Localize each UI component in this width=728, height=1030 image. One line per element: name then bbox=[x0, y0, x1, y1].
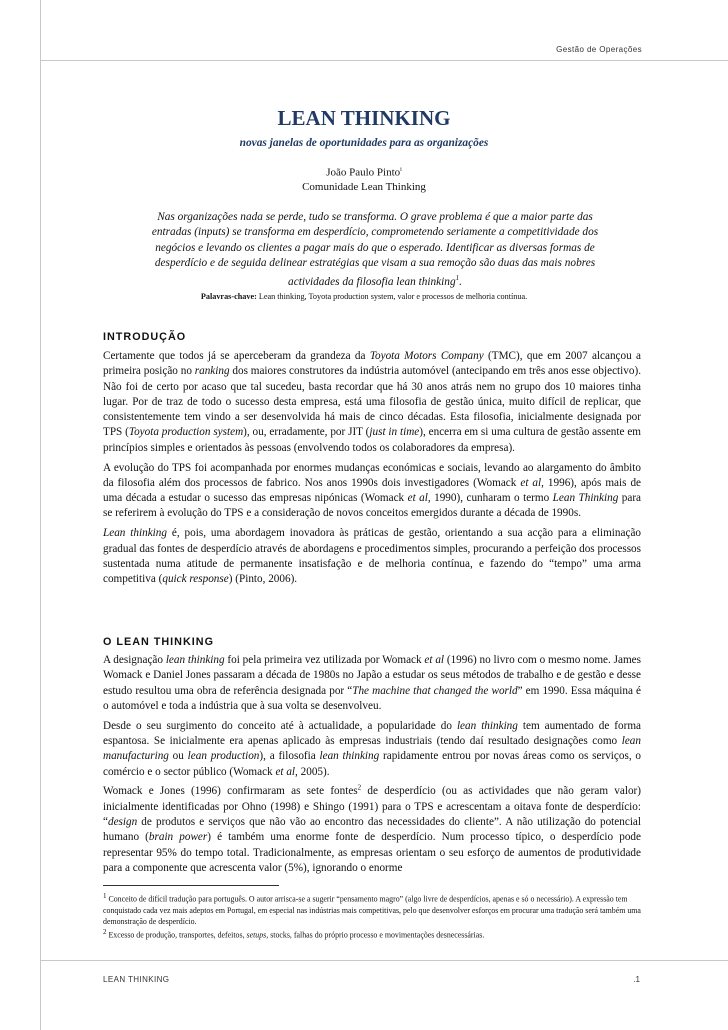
running-header: Gestão de Operações bbox=[556, 45, 642, 54]
footnote-rule bbox=[103, 885, 279, 886]
paragraph: Desde o seu surgimento do conceito até à actualidade, a popularidade do lean thinking tem aumentado de forma espantosa. Se inicialmente era apenas aplicado às empresas industriais (tendo daí resultado designações como lean manufacturing ou lean production), a filosofia lean thinking rapidamente entrou por novas áreas como os serviços, o comércio e o sector público (Womack et al, 2005). bbox=[103, 719, 641, 778]
page-number: .1 bbox=[633, 975, 640, 984]
author-block bbox=[0, 163, 728, 194]
paragraph: Lean thinking é, pois, uma abordagem inovadora às práticas de gestão, orientando a sua acção para a eliminação gradual das fontes de desperdício através de abordagens e procedimentos simples, procurando a perfeição dos processos sustentada numa atitude de permanente insatisfação e de melhoria contínua, e fazendo do “tempo” uma arma competitiva (quick response) (Pinto, 2006). bbox=[103, 527, 642, 586]
footer-title: LEAN THINKING bbox=[103, 975, 170, 984]
page-subtitle: novas janelas de oportunidades para as organizações bbox=[239, 137, 489, 149]
footnote-2: $^2$ Excesso de produção, transportes, defeitos, setups, stocks, falhas do próprio processo e movimentações desnecessárias. bbox=[103, 928, 485, 940]
section-heading-lean-thinking: O LEAN THINKING bbox=[103, 636, 214, 648]
footnote-1: $^1$ Conceito de difícil tradução para português. O autor arrisca-se a sugerir “pensamento magro” (algo livre de desperdícios, apenas e só o necessário). A expressão tem conquistado cada vez mais adeptos em Portugal, em especial nas indústrias mais competitivas, pelo que desenvolver esforços em procurar uma tradução será também uma demonstração de desperdício. bbox=[103, 892, 641, 927]
author-name: João Paulo Pinto bbox=[326, 166, 401, 179]
author-note-mark: i bbox=[400, 167, 402, 173]
footnote-ref-2: 2 bbox=[357, 783, 362, 792]
abstract bbox=[145, 210, 605, 290]
footer-rule bbox=[40, 960, 728, 961]
page-title: LEAN THINKING bbox=[277, 106, 451, 130]
author-affiliation: Comunidade Lean Thinking bbox=[302, 180, 426, 193]
paragraph: Womack e Jones (1996) confirmaram as sete fontes$^2$ de desperdício (ou as actividades que não geram valor) inicialmente identificadas por Ohno (1998) e Shingo (1991) para o TPS e acrescentam a oitava fonte de desperdício: “design de produtos e serviços que não vão ao encontro das necessidades do cliente”. A não utilização do potencial humano (brain power) é também uma enorme fonte de desperdício. Num processo típico, o desperdício pode representar 95% do tempo total. Tradicionalmente, as empresas orientam o seu esforço de aumentos de produtividade para a componente que acrescenta valor (5%), ignorando o enorme bbox=[103, 783, 641, 874]
section-body-lean-thinking bbox=[103, 653, 641, 881]
paragraph: A designação lean thinking foi pela primeira vez utilizada por Womack et al (1996) no livro com o mesmo nome. James Womack e Daniel Jones passaram a década de 1980s no Japão a estudar os seus métodos de trabalho e de gestão e desse estudo resultou uma obra de referência designada por “The machine that changed the world” em 1990. Essa máquina é o automóvel e toda a indústria que à sua volta se desenvolveu. bbox=[103, 654, 641, 712]
section-body-introducao bbox=[103, 349, 641, 592]
abstract-end: . bbox=[459, 275, 462, 288]
footnotes bbox=[103, 891, 643, 941]
footnote-ref-1: 1 bbox=[455, 274, 460, 283]
section-heading-introducao: INTRODUÇÃO bbox=[103, 331, 187, 343]
keywords-label: Palavras-chave: bbox=[200, 292, 257, 301]
paragraph: A evolução do TPS foi acompanhada por enormes mudanças económicas e sociais, levando ao alargamento do âmbito da filosofia além dos processos de fabrico. Nos anos 1990s dois investigadores (Womack et al, 1996), após mais de uma década a estudar o sucesso das empresas nipónicas (Womack et al, 1990), cunharam o termo Lean Thinking para se referirem à evolução do TPS e a consideração de novos conceitos emergidos durante a década de 1990s. bbox=[103, 461, 642, 520]
paragraph: Certamente que todos já se aperceberam da grandeza da Toyota Motors Company (TMC), que em 2007 alcançou a primeira posição no ranking dos maiores construtores da indústria automóvel (antecipando em três anos esse objectivo). Não foi de certo por acaso que tal sucedeu, basta recordar que há 30 anos atrás nem no grupo dos 10 maiores tinha lugar. Por de traz de todo o sucesso desta empresa, está uma filosofia de gestão única, muito difícil de replicar, que consistentemente tem vindo a ser desenvolvida há mais de cinco décadas. Esta filosofia, inicialmente designada por TPS (Toyota production system), ou, erradamente, por JIT (just in time), encerra em si uma cultura de gestão assente em princípios simples e orientados às pessoas (envolvendo todos os colaboradores da empresa). bbox=[103, 350, 641, 454]
keywords-text: Lean thinking, Toyota production system, valor e processos de melhoria contínua. bbox=[256, 292, 528, 301]
header-rule bbox=[40, 60, 728, 61]
abstract-text: Nas organizações nada se perde, tudo se transforma. O grave problema é que a maior parte das entradas (inputs) se transforma em desperdício, comprometendo seriamente a competitividade dos negócios e levando os clientes a pagar mais do que o esperado. Identificar as diversas formas de desperdício e de seguida delinear estratégias que visam a sua remoção são duas das mais nobres actividades da filosofia lean thinking bbox=[151, 211, 599, 288]
left-margin-rule bbox=[40, 0, 41, 1030]
keywords bbox=[0, 292, 728, 301]
